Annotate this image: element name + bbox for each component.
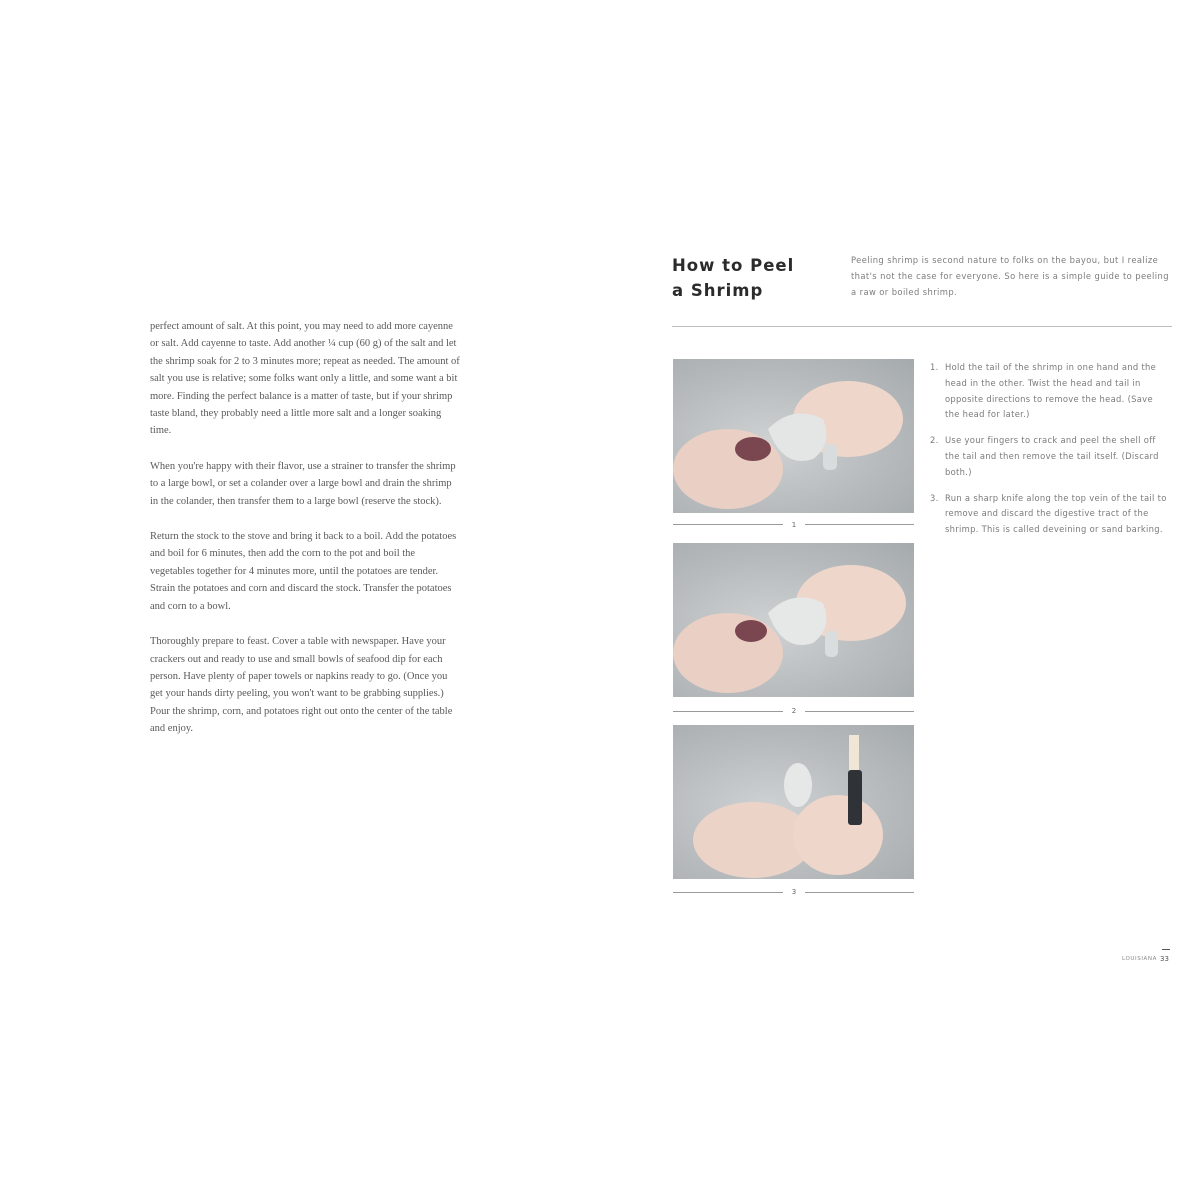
- figure-number: 2: [783, 707, 805, 715]
- step-text: Hold the tail of the shrimp in one hand and the head in the other. Twist the head and tail in opposite directions to remove the head. (Save the head for later.): [945, 362, 1157, 420]
- step-number: 3.: [930, 492, 939, 503]
- step-item: [930, 433, 1170, 480]
- title-line: How to Peel: [672, 256, 795, 275]
- page-number: 33: [1160, 955, 1169, 963]
- step-text: Use your fingers to crack and peel the shell off the tail and then remove the tail itself. (Discard both.): [945, 435, 1159, 477]
- step-photo-2: [673, 543, 914, 697]
- step-number: 2.: [930, 435, 939, 446]
- step-item: [930, 491, 1170, 538]
- step-number: 1.: [930, 362, 939, 372]
- title-line: a Shrimp: [672, 281, 764, 300]
- body-paragraph: Return the stock to the stove and bring it back to a boil. Add the potatoes and boil for 6 minutes, then add the corn to the pot and boil the vegetables together for 4 minutes more, until the potatoes are tender. Strain the potatoes and corn and discard the stock. Transfer the potatoes and corn to a bowl.: [150, 531, 457, 612]
- body-paragraph: perfect amount of salt. At this point, you may need to add more cayenne or salt. Add cayenne to taste. Add another ¼ cup (60 g) of the salt and let the shrimp soak for 2 to 3 minutes more; repeat as needed. The amount of salt you use is relative; some folks want only a little, and some want a bit more. Finding the perfect balance is a matter of taste, but if your shrimp taste bland, they probably need a little more salt and a longer soaking time.: [150, 321, 460, 437]
- left-page-text: [150, 318, 460, 756]
- section-title: [672, 253, 832, 303]
- step-photo-3: [673, 725, 914, 879]
- figure-number: 3: [783, 888, 805, 896]
- body-paragraph: When you're happy with their flavor, use a strainer to transfer the shrimp to a large bowl, or set a colander over a large bowl and drain the shrimp in the colander, then transfer them to a large bowl (reserve the stock).: [150, 460, 456, 507]
- section-divider: [672, 326, 1172, 327]
- step-item: [930, 360, 1170, 423]
- folio-dash: [1162, 949, 1170, 950]
- folio-section: LOUISIANA: [1122, 956, 1157, 962]
- body-paragraph: Thoroughly prepare to feast. Cover a table with newspaper. Have your crackers out and ready to use and small bowls of seafood dip for each person. Have plenty of paper towels or napkins ready to go. (Once you get your hands dirty peeling, you won't want to be grabbing supplies.) Pour the shrimp, corn, and potatoes right out onto the center of the table and enjoy.: [150, 636, 453, 735]
- intro-text: Peeling shrimp is second nature to folks on the bayou, but I realize that's not the case for everyone. So here is a simple guide to peeling a raw or boiled shrimp.: [851, 255, 1169, 297]
- step-list: [930, 360, 1170, 548]
- step-photo-1: [673, 359, 914, 513]
- step-text: Run a sharp knife along the top vein of the tail to remove and discard the digestive tract of the shrimp. This is called deveining or sand barking.: [945, 492, 1167, 535]
- figure-number: 1: [783, 521, 805, 529]
